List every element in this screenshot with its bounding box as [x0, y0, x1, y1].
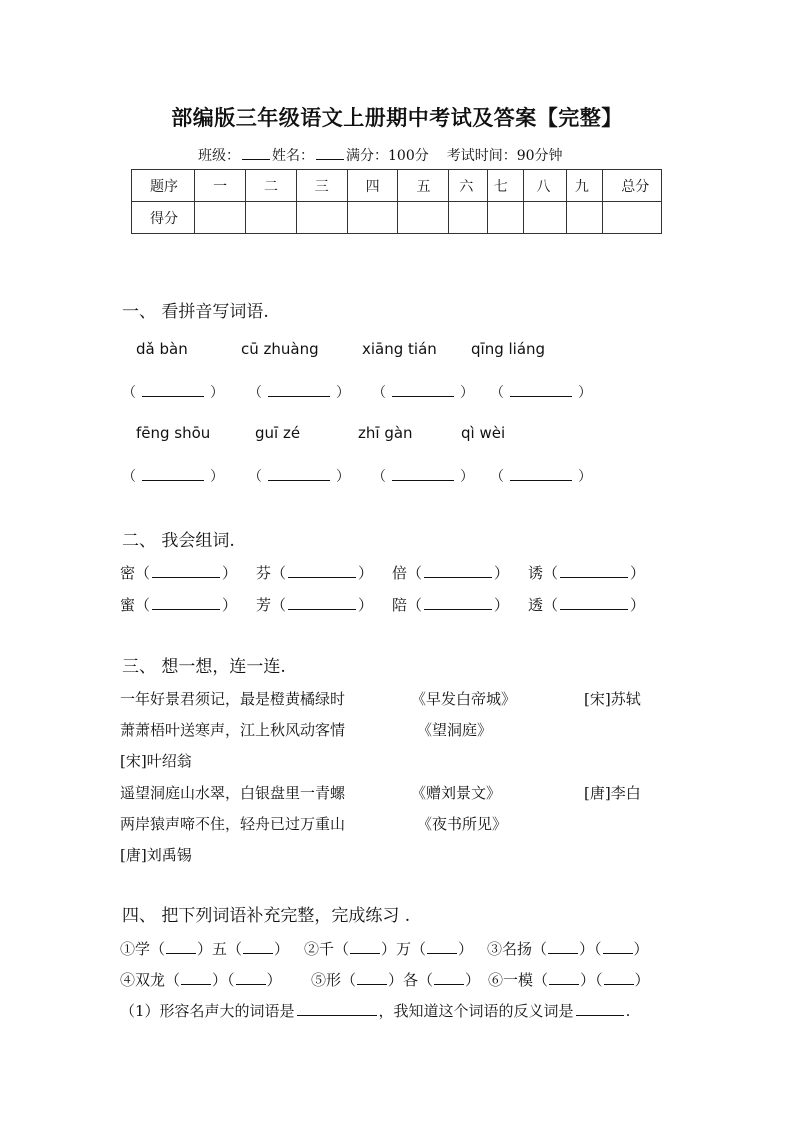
answer-blank[interactable]: （ ） [490, 385, 592, 401]
table-header-cell: 一 [195, 170, 246, 202]
pinyin-item: fēng shōu [136, 424, 211, 442]
poem-line: 萧萧梧叶送寒声，江上秋风动客情 [120, 721, 346, 739]
section-1-heading: 一、 看拼音写词语. [122, 302, 269, 322]
answer-blank[interactable]: （ ） [122, 385, 224, 401]
idiom-item[interactable]: ②千（ ）万（ ） [304, 940, 474, 958]
table-header-cell: 总分 [603, 170, 662, 202]
score-cell[interactable] [195, 202, 246, 234]
score-cell[interactable] [566, 202, 602, 234]
score-cell[interactable] [398, 202, 449, 234]
score-table-score-row [132, 202, 662, 234]
section-4-heading: 四、 把下列词语补充完整，完成练习 . [122, 906, 411, 926]
poem-title[interactable]: 《早发白帝城》 [411, 690, 517, 708]
score-table [131, 169, 662, 234]
pinyin-item: dǎ bàn [136, 340, 188, 358]
word-group-item[interactable]: 芳（ ） [256, 596, 374, 614]
word-group-item[interactable]: 倍（ ） [392, 564, 510, 582]
pinyin-item: cū zhuàng [241, 340, 319, 358]
answer-blank[interactable] [576, 1003, 624, 1016]
idiom-item[interactable]: ④双龙（ ）（ ） [120, 971, 282, 989]
score-cell[interactable] [296, 202, 347, 234]
score-table-header-row [132, 170, 662, 202]
section-3-heading: 三、 想一想，连一连. [122, 657, 286, 677]
poem-title[interactable]: 《赠刘景文》 [411, 784, 502, 802]
word-group-item[interactable]: 陪（ ） [392, 596, 510, 614]
question-1: （1）形容名声大的词语是 ，我知道这个词语的反义词是 . [120, 1002, 631, 1020]
table-header-cell: 三 [296, 170, 347, 202]
word-group-item[interactable]: 芬（ ） [256, 564, 374, 582]
word-group-item[interactable]: 透（ ） [528, 596, 646, 614]
table-header-cell: 七 [487, 170, 524, 202]
table-header-cell: 八 [524, 170, 567, 202]
poem-line: 两岸猿声啼不住，轻舟已过万重山 [120, 815, 346, 833]
score-cell[interactable] [347, 202, 398, 234]
answer-blank[interactable]: （ ） [248, 385, 350, 401]
score-cell[interactable] [449, 202, 487, 234]
name-blank[interactable] [316, 147, 344, 160]
word-group-item[interactable]: 蜜（ ） [120, 596, 238, 614]
pinyin-item: qì wèi [461, 424, 506, 442]
pinyin-item: xiāng tián [362, 340, 437, 358]
exam-info [198, 145, 563, 165]
table-header-cell: 二 [245, 170, 296, 202]
poem-title[interactable]: 《望洞庭》 [417, 721, 493, 739]
poem-line: 遥望洞庭山水翠，白银盘里一青螺 [120, 784, 346, 802]
table-header-cell: 五 [398, 170, 449, 202]
idiom-item[interactable]: ③名扬（ ）（ ） [487, 940, 649, 958]
word-group-item[interactable]: 诱（ ） [528, 564, 646, 582]
table-header-cell: 题序 [132, 170, 195, 202]
answer-blank[interactable]: （ ） [372, 385, 474, 401]
answer-blank[interactable]: （ ） [248, 469, 350, 485]
word-group-item[interactable]: 密（ ） [120, 564, 238, 582]
score-cell[interactable] [603, 202, 662, 234]
name-label: 姓名： [272, 148, 314, 164]
poem-author[interactable]: [唐]李白 [584, 784, 641, 802]
idiom-item[interactable]: ①学（ ）五（ ） [120, 940, 290, 958]
answer-blank[interactable]: （ ） [490, 469, 592, 485]
pinyin-item: guī zé [255, 424, 301, 442]
idiom-item[interactable]: ⑥一模（ ）（ ） [488, 971, 650, 989]
poem-author[interactable]: [宋]苏轼 [584, 690, 641, 708]
poem-author[interactable]: [唐]刘禹锡 [120, 846, 192, 864]
score-cell[interactable] [487, 202, 524, 234]
time-label: 考试时间：90分钟 [446, 148, 563, 164]
pinyin-item: qīng liáng [471, 340, 546, 358]
page-title: 部编版三年级语文上册期中考试及答案【完整】 [171, 105, 623, 130]
section-2-heading: 二、 我会组词. [122, 531, 235, 551]
answer-blank[interactable]: （ ） [372, 469, 474, 485]
table-row-label: 得分 [132, 202, 195, 234]
table-header-cell: 九 [566, 170, 602, 202]
score-cell[interactable] [245, 202, 296, 234]
poem-author[interactable]: [宋]叶绍翁 [120, 752, 192, 770]
table-header-cell: 四 [347, 170, 398, 202]
pinyin-item: zhī gàn [358, 424, 413, 442]
answer-blank[interactable] [297, 1003, 377, 1016]
idiom-item[interactable]: ⑤形（ ）各（ ） [311, 971, 481, 989]
class-label: 班级： [198, 148, 240, 164]
score-cell[interactable] [524, 202, 567, 234]
score-label: 满分：100分 [346, 148, 429, 164]
class-blank[interactable] [242, 147, 270, 160]
table-header-cell: 六 [449, 170, 487, 202]
poem-title[interactable]: 《夜书所见》 [417, 815, 508, 833]
answer-blank[interactable]: （ ） [122, 469, 224, 485]
poem-line: 一年好景君须记，最是橙黄橘绿时 [120, 690, 346, 708]
